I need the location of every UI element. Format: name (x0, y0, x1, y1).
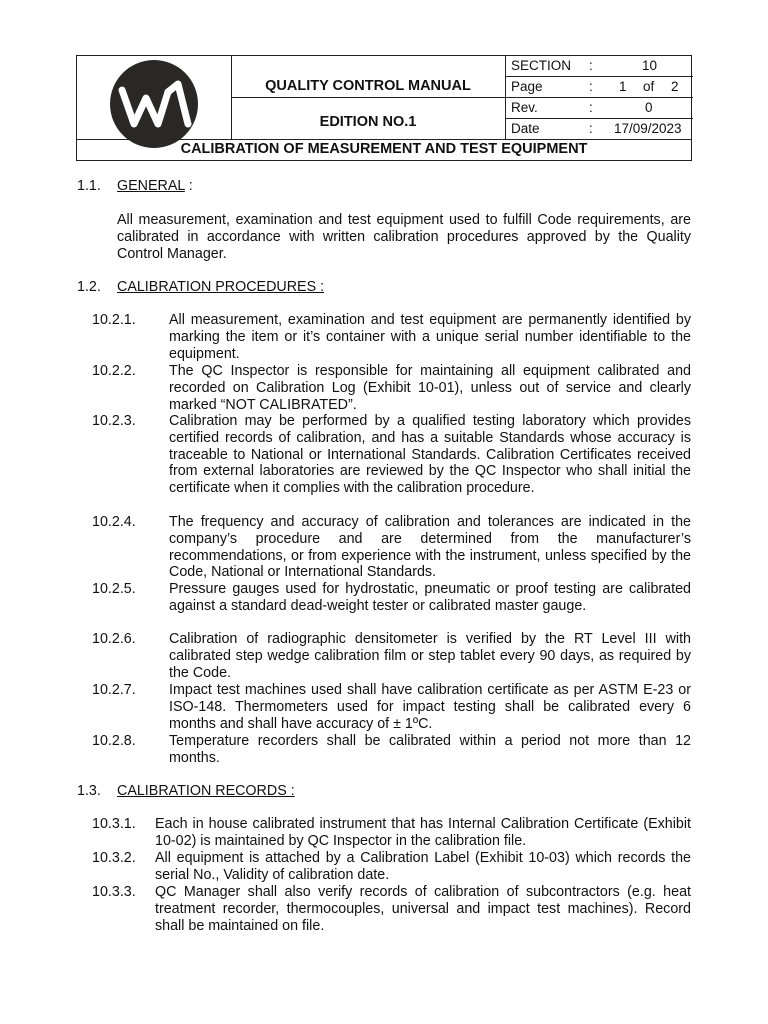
general-paragraph: All measurement, examination and test equipment used to fulfill Code requirements, are calibrated in accordance with written calibration procedures approved by the Quality Control Manager. (117, 212, 691, 262)
item-number: 10.2.5. (92, 581, 136, 597)
item-number: 10.2.6. (92, 631, 136, 647)
item-number: 10.2.2. (92, 363, 136, 379)
meta-label: SECTION (511, 58, 572, 73)
manual-title: QUALITY CONTROL MANUAL (265, 78, 471, 94)
item-number: 10.2.7. (92, 682, 136, 698)
meta-value: 10 (642, 58, 658, 73)
meta-label: Date (511, 121, 540, 136)
section-title: GENERAL (117, 178, 185, 194)
meta-sep: : (589, 58, 593, 73)
meta-date-row (505, 119, 693, 140)
item-text: Impact test machines used shall have calibration certificate as per ASTM E-23 or ISO-148. Thermometers used for impact testing shall be calibrated every 6 months and shall have accuracy of ± 1ºC. (169, 682, 691, 732)
item-text: Each in house calibrated instrument that has Internal Calibration Certificate (Exhibit 10-02) is maintained by QC Inspector in the calibration file. (155, 816, 691, 849)
item-text: Calibration may be performed by a qualified testing laboratory which provides certified records of calibration, and has a suitable Standards whose accuracy is traceable to National or International Standards. Calibration Certificates received from external laboratories are reviewed by the QC Inspector who shall initial the certificate when it complies with the calibration procedure. (169, 413, 691, 497)
meta-of: of (643, 79, 655, 94)
section-number: 1.1. (77, 178, 101, 194)
section-title: CALIBRATION PROCEDURES : (117, 279, 325, 295)
item-number: 10.2.3. (92, 413, 136, 429)
section-heading-procedures (77, 279, 324, 295)
section-heading-records (77, 783, 295, 799)
meta-page-row (505, 77, 693, 98)
meta-sep: : (589, 100, 593, 115)
meta-label: Rev. (511, 100, 538, 115)
document-title: CALIBRATION OF MEASUREMENT AND TEST EQUIPMENT (180, 141, 588, 157)
item-text: Calibration of radiographic densitometer is verified by the RT Level III with calibrated step wedge calibration film or step tablet every 90 days, as required by the Code. (169, 631, 691, 681)
section-heading-general (77, 178, 193, 194)
item-number: 10.2.4. (92, 514, 136, 530)
meta-value: 0 (645, 100, 653, 115)
edition-label: EDITION NO.1 (319, 114, 417, 130)
section-number: 1.3. (77, 783, 101, 799)
company-logo (110, 60, 198, 148)
item-text: The QC Inspector is responsible for maintaining all equipment calibrated and recorded on Calibration Log (Exhibit 10-01), unless out of service and clearly marked “NOT CALIBRATED”. (169, 363, 691, 413)
meta-value: 1 (619, 79, 627, 94)
item-number: 10.2.1. (92, 312, 136, 328)
item-text: The frequency and accuracy of calibration and tolerances are indicated in the company’s procedure and are determined from the manufacturer’s recommendations, or from experience with the instrument, unless specified by the Code, National or International Standards. (169, 514, 691, 581)
document-header (76, 55, 692, 161)
item-number: 10.2.8. (92, 733, 136, 749)
item-number: 10.3.2. (92, 850, 136, 866)
item-text: All equipment is attached by a Calibration Label (Exhibit 10-03) which records the serial No., Validity of calibration date. (155, 850, 691, 883)
meta-total: 2 (671, 79, 679, 94)
meta-value: 17/09/2023 (614, 121, 682, 136)
meta-section-row (505, 56, 693, 77)
meta-sep: : (589, 79, 593, 94)
logo-mark-icon (110, 60, 198, 148)
meta-sep: : (589, 121, 593, 136)
section-number: 1.2. (77, 279, 101, 295)
item-text: QC Manager shall also verify records of calibration of subcontractors (e.g. heat treatment recorder, thermocouples, universal and impact test machines). Record shall be maintained on file. (155, 884, 691, 934)
meta-rev-row (505, 98, 693, 119)
section-title: CALIBRATION RECORDS : (117, 783, 295, 799)
section-colon: : (184, 178, 193, 194)
item-text: All measurement, examination and test equipment are permanently identified by marking the item or it’s container with a unique serial number identifiable to the equipment. (169, 312, 691, 362)
item-number: 10.3.1. (92, 816, 136, 832)
meta-label: Page (511, 79, 543, 94)
item-number: 10.3.3. (92, 884, 136, 900)
item-text: Temperature recorders shall be calibrated within a period not more than 12 months. (169, 733, 691, 766)
item-text: Pressure gauges used for hydrostatic, pneumatic or proof testing are calibrated against a standard dead-weight tester or calibrated master gauge. (169, 581, 691, 614)
